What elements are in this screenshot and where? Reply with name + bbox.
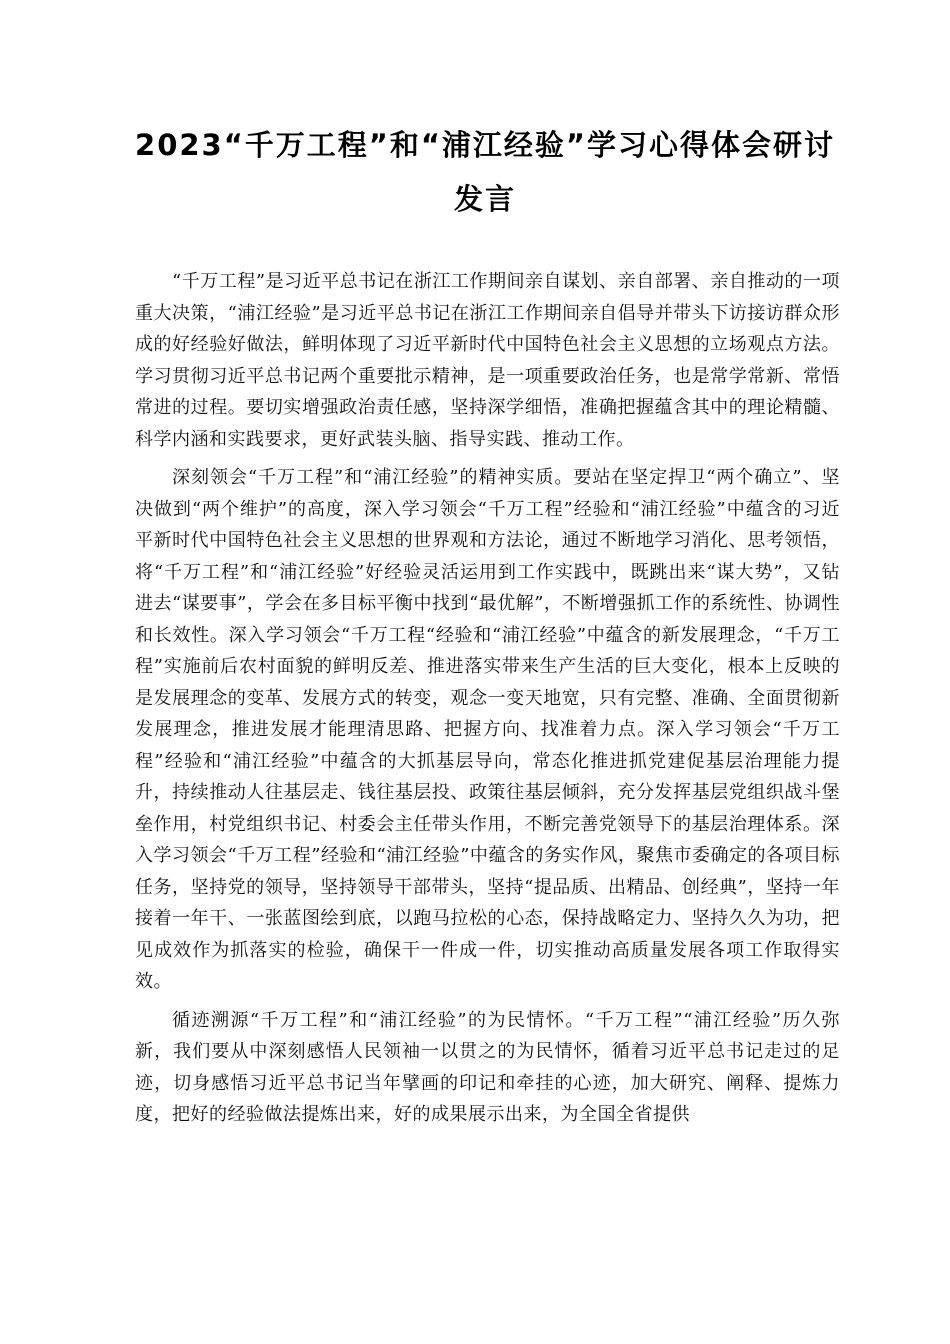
- paragraph-people-sentiment: 循迹溯源“千万工程”和“浦江经验”的为民情怀。“千万工程”“浦江经验”历久弥新，我们要从中深刻感悟人民领袖一以贯之的为民情怀，循着习近平总书记走过的足迹，切身感悟习近平总书记当年擘画的印记和牵挂的心迹，加大研究、阐释、提炼力度，把好的经验做法提炼出来，好的成果展示出来，为全国全省提供: [135, 1009, 840, 1125]
- paragraph-intro: “千万工程”是习近平总书记在浙江工作期间亲自谋划、亲自部署、亲自推动的一项重大决策，“浦江经验”是习近平总书记在浙江工作期间亲自倡导并带头下访接访群众形成的好经验好做法，鲜明体现了习近平新时代中国特色社会主义思想的立场观点方法。学习贯彻习近平总书记两个重要批示精神，是一项重要政治任务，也是常学常新、常悟常进的过程。要切实增强政治责任感，坚持深学细悟，准确把握蕴含其中的理论精髓、科学内涵和实践要求，更好武装头脑、指导实践、推动工作。: [135, 271, 840, 450]
- document-title: 2023“千万工程”和“浦江经验”学习心得体会研讨发言: [135, 128, 835, 216]
- paragraph-spirit-essence: 深刻领会“千万工程”和“浦江经验”的精神实质。要站在坚定捍卫“两个确立”、坚决做到“两个维护”的高度，深入学习领会“千万工程”经验和“浦江经验”中蕴含的习近平新时代中国特色社会主义思想的世界观和方法论，通过不断地学习消化、思考领悟，将“千万工程”和“浦江经验”好经验灵活运用到工作实践中，既跳出来“谋大势”，又钻进去“谋要事”，学会在多目标平衡中找到“最优解”，不断增强抓工作的系统性、协调性和长效性。深入学习领会“千万工程“经验和“浦江经验”中蕴含的新发展理念，“千万工程”实施前后农村面貌的鲜明反差、推进落实带来生产生活的巨大变化，根本上反映的是发展理念的变革、发展方式的转变，观念一变天地宽，只有完整、准确、全面贯彻新发展理念，推进发展才能理清思路、把握方向、找准着力点。深入学习领会“千万工程”经验和“浦江经验”中蕴含的大抓基层导向，常态化推进抓党建促基层治理能力提升，持续推动人往基层走、钱往基层投、政策往基层倾斜，充分发挥基层党组织战斗堡垒作用，村党组织书记、村委会主任带头作用，不断完善党领导下的基层治理体系。深入学习领会“千万工程”经验和“浦江经验”中蕴含的务实作风，聚焦市委确定的各项目标任务，坚持党的领导，坚持领导干部带头，坚持“提品质、出精品、创经典”，坚持一年接着一年干、一张蓝图绘到底，以跑马拉松的心态，保持战略定力、坚持久久为功，把见成效作为抓落实的检验，确保干一件成一件，切实推动高质量发展各项工作取得实效。: [135, 467, 840, 992]
- document-body: [135, 266, 840, 1138]
